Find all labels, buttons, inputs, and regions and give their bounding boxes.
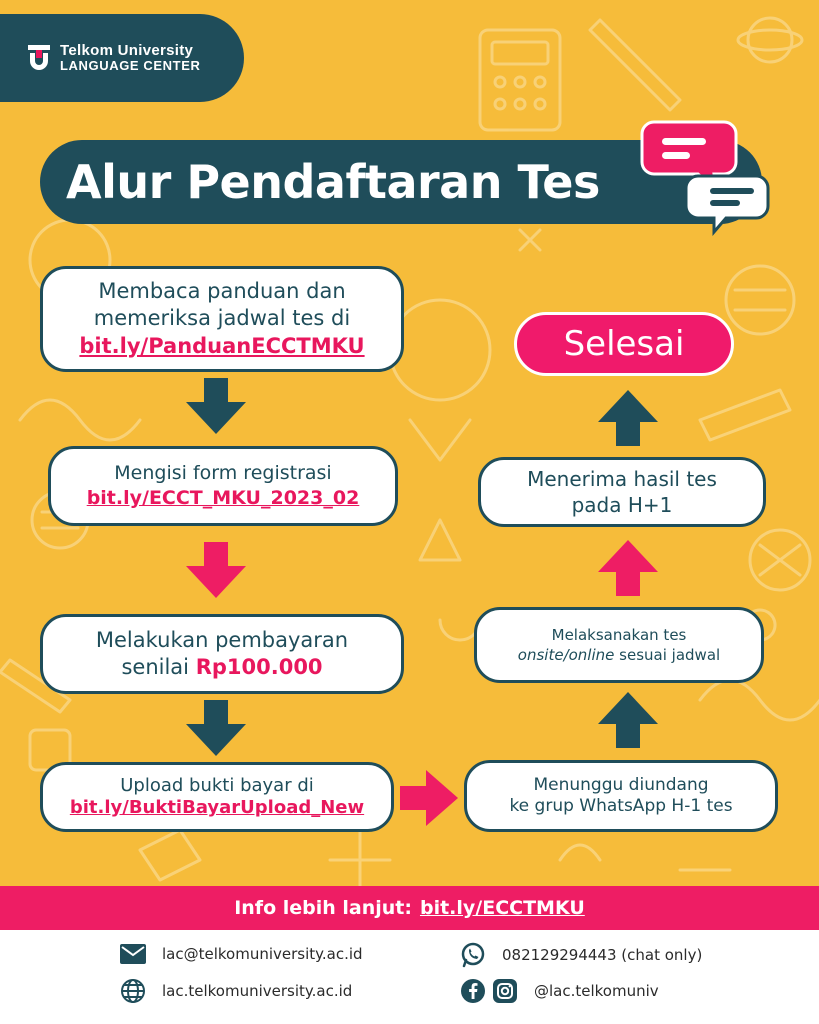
arrow-down-icon	[186, 542, 246, 598]
contact-website[interactable]	[120, 978, 352, 1004]
step4-line1: Upload bukti bayar di	[120, 774, 314, 796]
contact-email[interactable]	[120, 944, 363, 964]
email-text: lac@telkomuniversity.ac.id	[162, 945, 363, 963]
instagram-icon	[492, 978, 518, 1004]
step3-prefix: senilai	[121, 655, 189, 679]
registration-link[interactable]: bit.ly/ECCT_MKU_2023_02	[86, 487, 360, 509]
step-wait-invite	[464, 760, 778, 832]
arrow-down-icon	[186, 378, 246, 434]
arrow-right-icon	[400, 770, 458, 826]
info-banner	[0, 886, 819, 930]
step-payment	[40, 614, 404, 694]
arrow-up-icon	[598, 540, 658, 596]
step-upload-proof	[40, 762, 394, 832]
globe-icon	[120, 978, 146, 1004]
phone-text: 082129294443 (chat only)	[502, 946, 703, 964]
step6-line2	[518, 645, 720, 665]
guide-link[interactable]: bit.ly/PanduanECCTMKU	[79, 333, 365, 358]
step7-line1: Menerima hasil tes	[527, 467, 717, 491]
page-title: Alur Pendaftaran Tes	[66, 155, 600, 209]
arrow-up-icon	[598, 692, 658, 748]
step5-line1: Menunggu diundang	[533, 774, 709, 795]
contact-social[interactable]	[460, 978, 659, 1004]
step-receive-result	[478, 457, 766, 527]
chat-bubble-icon	[640, 112, 776, 236]
step6-line1: Melaksanakan tes	[551, 625, 687, 644]
social-text: @lac.telkomuniv	[534, 982, 659, 1000]
step2-line1: Mengisi form registrasi	[114, 462, 332, 485]
whatsapp-icon	[460, 942, 486, 968]
step7-line2: pada H+1	[571, 493, 673, 517]
upload-link[interactable]: bit.ly/BuktiBayarUpload_New	[69, 797, 365, 818]
step-take-test	[474, 607, 764, 683]
arrow-down-icon	[186, 700, 246, 756]
step1-line1: Membaca panduan dan	[98, 279, 346, 304]
contact-phone[interactable]	[460, 942, 702, 968]
step3-line1: Melakukan pembayaran	[95, 627, 349, 652]
step-finished	[514, 312, 734, 376]
step5-line2: ke grup WhatsApp H-1 tes	[509, 796, 733, 816]
info-link[interactable]: bit.ly/ECCTMKU	[419, 897, 585, 919]
contact-footer	[0, 930, 819, 1024]
arrow-up-icon	[598, 390, 658, 446]
payment-amount: Rp100.000	[195, 655, 323, 679]
telkom-logo-icon	[28, 45, 50, 71]
step3-line2	[121, 654, 322, 681]
brand-logo	[0, 14, 244, 102]
step-fill-form	[48, 446, 398, 526]
facebook-icon	[460, 978, 486, 1004]
info-label: Info lebih lanjut:	[234, 897, 412, 919]
test-mode: onsite/online	[517, 646, 615, 664]
step1-line2: memeriksa jadwal tes di	[93, 306, 351, 331]
logo-university-name: Telkom University	[60, 42, 194, 60]
mail-icon	[120, 944, 146, 964]
website-text: lac.telkomuniversity.ac.id	[162, 982, 353, 1000]
logo-center-name: LANGUAGE CENTER	[60, 58, 201, 74]
step6-suffix: sesuai jadwal	[619, 646, 721, 664]
step-read-guide	[40, 266, 404, 372]
finished-label: Selesai	[563, 324, 685, 364]
